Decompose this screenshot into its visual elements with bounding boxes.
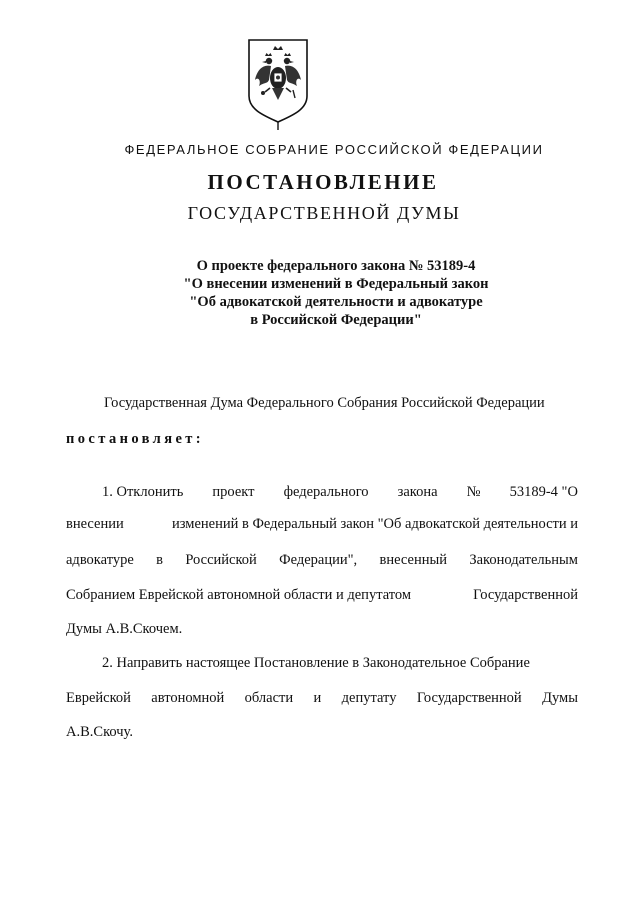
document-type: ПОСТАНОВЛЕНИЕ xyxy=(207,170,439,194)
word: Еврейской xyxy=(66,690,131,706)
word: Федерации", xyxy=(279,552,358,568)
subject-line: в Российской Федерации" xyxy=(250,312,422,328)
word: Российской xyxy=(185,552,257,568)
paragraph-1-line-3 xyxy=(66,552,578,569)
organization-name: ФЕДЕРАЛЬНОЕ СОБРАНИЕ РОССИЙСКОЙ ФЕДЕРАЦИИ xyxy=(124,142,544,157)
word: области xyxy=(244,690,294,706)
word: Государственной xyxy=(416,690,522,706)
word: Думы xyxy=(542,690,578,706)
resolves-keyword: постановляет: xyxy=(66,431,205,447)
russian-coat-of-arms-icon xyxy=(247,38,309,130)
word: № xyxy=(466,484,481,500)
word: внесении xyxy=(66,516,124,532)
word: 53189-4 "О xyxy=(509,484,578,500)
word: автономной xyxy=(151,690,225,706)
subject-line: О проекте федерального закона № 53189-4 xyxy=(196,258,476,274)
word: и xyxy=(313,690,322,706)
paragraph-2-line-3: А.В.Скочу. xyxy=(66,724,133,740)
document-subject xyxy=(0,257,640,329)
word: федерального xyxy=(283,484,369,500)
word: Государственной xyxy=(473,587,578,603)
word: изменений в Федеральный закон "Об адвокатской деятельности и xyxy=(171,516,578,532)
document-issuer: ГОСУДАРСТВЕННОЙ ДУМЫ xyxy=(187,203,461,223)
paragraph-1-line-1 xyxy=(102,484,578,501)
word: Законодательным xyxy=(469,552,578,568)
paragraph-2-line-1: 2. Направить настоящее Постановление в Законодательное Собрание xyxy=(102,655,530,671)
preamble: Государственная Дума Федерального Собрания Российской Федерации xyxy=(104,395,545,411)
word: закона xyxy=(397,484,438,500)
paragraph-1-line-4 xyxy=(66,587,578,604)
paragraph-2-line-2 xyxy=(66,690,578,707)
paragraph-1-line-2 xyxy=(66,516,578,533)
subject-line: "О внесении изменений в Федеральный закон xyxy=(183,276,489,292)
word: депутату xyxy=(341,690,397,706)
word: проект xyxy=(212,484,255,500)
word: Собранием Еврейской автономной области и депутатом xyxy=(66,587,412,603)
word: в xyxy=(156,552,163,568)
word: 1. Отклонить xyxy=(102,484,184,500)
word: внесенный xyxy=(379,552,447,568)
word: адвокатуре xyxy=(66,552,134,568)
subject-line: "Об адвокатской деятельности и адвокатуре xyxy=(189,294,483,310)
paragraph-1-line-5: Думы А.В.Скочем. xyxy=(66,621,183,637)
